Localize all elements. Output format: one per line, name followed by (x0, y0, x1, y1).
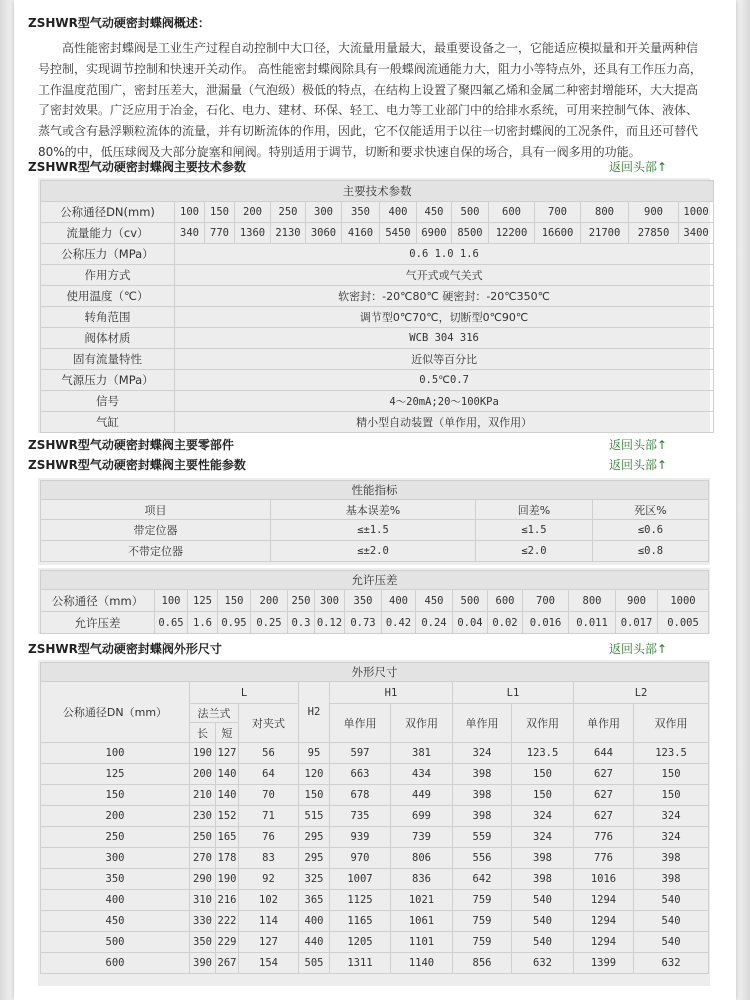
pressure-table-title: 允许压差 (41, 571, 709, 590)
tech-parameter-table (40, 180, 714, 433)
tech-cv-row (41, 223, 714, 244)
col-header-flange: 法兰式 (190, 704, 239, 723)
cell: 324 (512, 827, 574, 848)
back-to-top-link[interactable] (609, 158, 667, 175)
cell: 5450 (380, 223, 417, 244)
cell: 390 (190, 953, 216, 974)
cell: ≤±2.0 (271, 541, 476, 562)
dn-label: 公称通径（mm） (41, 590, 155, 612)
cell: 165 (216, 827, 239, 848)
cell: 0.02 (488, 612, 523, 634)
param-value: 软密封：-20℃80℃ 硬密封：-20℃350℃ (175, 286, 714, 307)
cell: 100 (41, 743, 190, 764)
back-to-top-link[interactable] (609, 436, 667, 453)
cell: 2130 (271, 223, 306, 244)
back-to-top-label: 返回头部 (609, 458, 658, 472)
table-row (41, 869, 709, 890)
col-header-double: 双作用 (634, 704, 709, 743)
cell: 600 (41, 953, 190, 974)
cell: 632 (512, 953, 574, 974)
table-row (41, 391, 714, 412)
cell: 0.005 (658, 612, 709, 634)
cell: 1399 (574, 953, 634, 974)
cell: 1.6 (188, 612, 218, 634)
back-to-top-label: 返回头部 (609, 642, 658, 656)
cell: 540 (512, 911, 574, 932)
cell: 3400 (679, 223, 714, 244)
cell: 325 (299, 869, 330, 890)
table-row (41, 743, 709, 764)
cell: 324 (634, 827, 709, 848)
cell: 71 (239, 806, 299, 827)
cell: 150 (512, 785, 574, 806)
cell: 1101 (391, 932, 453, 953)
cell: 556 (453, 848, 512, 869)
table-row (41, 244, 714, 265)
cell: 449 (391, 785, 453, 806)
cell: 0.3 (288, 612, 315, 634)
cell: 140 (216, 785, 239, 806)
cell: 600 (488, 590, 523, 612)
cell: 759 (453, 890, 512, 911)
cell: 398 (634, 848, 709, 869)
cell: 1311 (330, 953, 391, 974)
cell: 627 (574, 764, 634, 785)
cell: 0.011 (569, 612, 616, 634)
cell: 1061 (391, 911, 453, 932)
back-to-top-link[interactable] (609, 640, 667, 657)
up-arrow-icon: ↑ (657, 458, 668, 472)
pressure-value-row (41, 612, 709, 634)
overview-line: 80%的中，低压球阀及大部分旋塞和闸阀。特别适用于调节，切断和要求快速自保的场合，具有一阀多用的功能。 (38, 144, 641, 159)
cell: 1360 (235, 223, 271, 244)
param-label: 气缸 (41, 412, 175, 433)
cell: 127 (216, 743, 239, 764)
table-row (41, 307, 714, 328)
col-header: 死区% (593, 500, 709, 520)
cell: 150 (299, 785, 330, 806)
col-header-double: 双作用 (391, 704, 453, 743)
overview-line: 号控制，实现调节控制和快速开关动作。 高性能密封蝶阀除具有一般蝶阀流通能力大，阻力小等特点外，还具有工作压力高， (38, 61, 702, 76)
param-value: 0.6 1.0 1.6 (175, 244, 714, 265)
cell: 700 (523, 590, 569, 612)
cell: 267 (216, 953, 239, 974)
cell: 836 (391, 869, 453, 890)
cell: 150 (634, 785, 709, 806)
cell: 340 (175, 223, 205, 244)
dn-label: 公称通径DN（mm） (41, 682, 190, 743)
cell: 1016 (574, 869, 634, 890)
cell: 400 (380, 202, 417, 223)
cell: 16600 (535, 223, 581, 244)
cell: 398 (453, 806, 512, 827)
cell: 114 (239, 911, 299, 932)
cell: 324 (634, 806, 709, 827)
cell: 70 (239, 785, 299, 806)
cell: 6900 (417, 223, 452, 244)
cell: 222 (216, 911, 239, 932)
cell: 632 (634, 953, 709, 974)
cell: 450 (416, 590, 453, 612)
pressure-dn-row (41, 590, 709, 612)
param-value: WCB 304 316 (175, 328, 714, 349)
cell: 1021 (391, 890, 453, 911)
overview-line: 了密封效果。广泛应用于冶金，石化、电力、建材、环保、轻工、电力等工业部门中的给排水系统，可用来控制气体、液体、 (38, 103, 699, 118)
overview-heading: ZSHWR型气动硬密封蝶阀概述： (28, 16, 210, 30)
table-row (41, 953, 709, 974)
overview-line: 高性能密封蝶阀是工业生产过程自动控制中大口径，大流量用量最大，最重要设备之一，它能适应模拟量和开关量两种信 (62, 41, 699, 55)
back-to-top-label: 返回头部 (609, 438, 658, 452)
cell: 100 (155, 590, 188, 612)
overview-line: 蒸气或含有悬浮颗粒流体的流量，并有切断流体的作用，因此，它不仅能适用于以往一切密封蝶阀的工况条件，而且还可替代 (38, 124, 699, 139)
cell: 不带定位器 (41, 541, 271, 562)
table-row (41, 785, 709, 806)
cell: ≤±1.5 (271, 520, 476, 541)
col-header-L: L (190, 682, 299, 704)
cell: 127 (239, 932, 299, 953)
cell: 0.95 (218, 612, 251, 634)
cell: 83 (239, 848, 299, 869)
table-row (41, 848, 709, 869)
cv-label: 流量能力（cv） (41, 223, 175, 244)
cell: 178 (216, 848, 239, 869)
up-arrow-icon: ↑ (657, 642, 668, 656)
section-shape-title: ZSHWR型气动硬密封蝶阀外形尺寸 (28, 642, 222, 656)
cell: 699 (391, 806, 453, 827)
cell: 190 (216, 869, 239, 890)
cell: 300 (306, 202, 342, 223)
cell: 515 (299, 806, 330, 827)
cell: 500 (452, 202, 489, 223)
col-header-H1: H1 (330, 682, 453, 704)
cell: 597 (330, 743, 391, 764)
cell: 559 (453, 827, 512, 848)
cell: 350 (342, 202, 380, 223)
cell: 150 (512, 764, 574, 785)
performance-table (40, 480, 709, 562)
cell: 770 (205, 223, 235, 244)
col-header-H2: H2 (299, 682, 330, 743)
cell: 398 (512, 848, 574, 869)
back-to-top-link[interactable] (609, 456, 667, 473)
cell: 365 (299, 890, 330, 911)
cell: 500 (41, 932, 190, 953)
cell: 776 (574, 848, 634, 869)
table-row (41, 349, 714, 370)
dim-table-title: 外形尺寸 (41, 663, 709, 682)
back-to-top-label: 返回头部 (609, 160, 658, 174)
cell: 200 (235, 202, 271, 223)
cell: 434 (391, 764, 453, 785)
cell: 230 (190, 806, 216, 827)
cell: 3060 (306, 223, 342, 244)
cell: 540 (634, 911, 709, 932)
param-value: 4～20mA;20～100KPa (175, 391, 714, 412)
cell: 1205 (330, 932, 391, 953)
cell: 398 (453, 785, 512, 806)
cell: 0.42 (382, 612, 416, 634)
cell: 540 (512, 932, 574, 953)
cell: 0.65 (155, 612, 188, 634)
cell: 540 (634, 932, 709, 953)
cell: 64 (239, 764, 299, 785)
cell: 250 (271, 202, 306, 223)
cell: 540 (634, 890, 709, 911)
cell: 100 (175, 202, 205, 223)
up-arrow-icon: ↑ (657, 438, 668, 452)
cell: 970 (330, 848, 391, 869)
cell: 229 (216, 932, 239, 953)
cell: 125 (41, 764, 190, 785)
cell: 102 (239, 890, 299, 911)
cell: 324 (453, 743, 512, 764)
cell: 270 (190, 848, 216, 869)
table-row (41, 827, 709, 848)
col-header-single: 单作用 (453, 704, 512, 743)
cell: 4160 (342, 223, 380, 244)
cell: 739 (391, 827, 453, 848)
col-header-single: 单作用 (574, 704, 634, 743)
cell: 0.017 (616, 612, 658, 634)
cell: ≤0.6 (593, 520, 709, 541)
col-header-wafer: 对夹式 (239, 704, 299, 743)
cell: 1294 (574, 911, 634, 932)
param-label: 使用温度（℃） (41, 286, 175, 307)
cell: 250 (41, 827, 190, 848)
cell: 8500 (452, 223, 489, 244)
param-label: 转角范围 (41, 307, 175, 328)
cell: 150 (205, 202, 235, 223)
cell: 398 (634, 869, 709, 890)
cell: 154 (239, 953, 299, 974)
cell: 1000 (679, 202, 714, 223)
cell: 310 (190, 890, 216, 911)
cell: 带定位器 (41, 520, 271, 541)
cell: 678 (330, 785, 391, 806)
table-row (41, 806, 709, 827)
cell: 95 (299, 743, 330, 764)
cell: 125 (188, 590, 218, 612)
cell: 900 (629, 202, 679, 223)
col-header-single: 单作用 (330, 704, 391, 743)
cell: 150 (41, 785, 190, 806)
cell: 0.04 (453, 612, 488, 634)
cell: 150 (218, 590, 251, 612)
cell: 400 (41, 890, 190, 911)
cell: 1125 (330, 890, 391, 911)
cell: 350 (190, 932, 216, 953)
cell: 152 (216, 806, 239, 827)
cell: 92 (239, 869, 299, 890)
cell: 216 (216, 890, 239, 911)
param-value: 近似等百分比 (175, 349, 714, 370)
cell: 21700 (581, 223, 629, 244)
cell: 210 (190, 785, 216, 806)
cell: 0.25 (251, 612, 288, 634)
overview-paragraph (38, 38, 702, 163)
cell: 330 (190, 911, 216, 932)
cell: 644 (574, 743, 634, 764)
col-header-L2: L2 (574, 682, 709, 704)
cell: 856 (453, 953, 512, 974)
cell: 939 (330, 827, 391, 848)
cell: 627 (574, 806, 634, 827)
cell: 450 (417, 202, 452, 223)
param-label: 作用方式 (41, 265, 175, 286)
cell: 735 (330, 806, 391, 827)
cell: 759 (453, 932, 512, 953)
dn-label: 公称通径DN(mm) (41, 202, 175, 223)
cell: 900 (616, 590, 658, 612)
table-row (41, 265, 714, 286)
table-row (41, 328, 714, 349)
cell: 800 (569, 590, 616, 612)
cell: 400 (382, 590, 416, 612)
cell: 1165 (330, 911, 391, 932)
table-row (41, 541, 709, 562)
cell: 123.5 (512, 743, 574, 764)
cell: 200 (41, 806, 190, 827)
cell: 76 (239, 827, 299, 848)
cell: 663 (330, 764, 391, 785)
param-value: 调节型0℃70℃，切断型0℃90℃ (175, 307, 714, 328)
cell: 398 (453, 764, 512, 785)
cell: 350 (41, 869, 190, 890)
overview-line: 工作温度范围广，密封压差大，泄漏量（气泡级）极低的特点，在结构上设置了聚四氟乙烯和金属二种密封增能环，大大提高 (38, 82, 699, 97)
cell: 250 (190, 827, 216, 848)
cell: 300 (315, 590, 345, 612)
cell: 505 (299, 953, 330, 974)
col-header-L1: L1 (453, 682, 574, 704)
cell: 600 (489, 202, 535, 223)
cell: ≤2.0 (476, 541, 593, 562)
cell: 120 (299, 764, 330, 785)
cell: 150 (634, 764, 709, 785)
col-header: 项目 (41, 500, 271, 520)
table-row (41, 520, 709, 541)
cell: 300 (41, 848, 190, 869)
cell: 800 (581, 202, 629, 223)
cell: 450 (41, 911, 190, 932)
cell: 250 (288, 590, 315, 612)
cell: 1007 (330, 869, 391, 890)
cell: 350 (345, 590, 382, 612)
param-label: 信号 (41, 391, 175, 412)
section-perf-title: ZSHWR型气动硬密封蝶阀主要性能参数 (28, 458, 246, 472)
cell: 1000 (658, 590, 709, 612)
dim-header-row (41, 682, 709, 704)
cell: 324 (512, 806, 574, 827)
cell: 200 (190, 764, 216, 785)
cell: ≤1.5 (476, 520, 593, 541)
cell: 290 (190, 869, 216, 890)
section-tech-title: ZSHWR型气动硬密封蝶阀主要技术参数 (28, 160, 246, 174)
cell: 398 (512, 869, 574, 890)
table-row (41, 890, 709, 911)
table-row (41, 764, 709, 785)
cell: 540 (512, 890, 574, 911)
cell: 1140 (391, 953, 453, 974)
param-value: 精小型自动装置（单作用，双作用） (175, 412, 714, 433)
cell: 381 (391, 743, 453, 764)
up-arrow-icon: ↑ (657, 160, 668, 174)
cell: 56 (239, 743, 299, 764)
col-header-short: 短 (216, 723, 239, 743)
tech-dn-row (41, 202, 714, 223)
pressure-table (40, 570, 709, 634)
cell: 500 (453, 590, 488, 612)
param-label: 气源压力（MPa） (41, 370, 175, 391)
perf-header-row (41, 500, 709, 520)
cell: 200 (251, 590, 288, 612)
cell: 759 (453, 911, 512, 932)
col-header: 基本误差% (271, 500, 476, 520)
perf-table-title: 性能指标 (41, 481, 709, 500)
cell: 776 (574, 827, 634, 848)
table-row (41, 911, 709, 932)
col-header-double: 双作用 (512, 704, 574, 743)
table-row (41, 370, 714, 391)
cell: 400 (299, 911, 330, 932)
cell: 0.016 (523, 612, 569, 634)
cell: 140 (216, 764, 239, 785)
param-label: 阀体材质 (41, 328, 175, 349)
cell: 700 (535, 202, 581, 223)
cell: 642 (453, 869, 512, 890)
param-value: 气开式或气关式 (175, 265, 714, 286)
cell: 1294 (574, 932, 634, 953)
col-header: 回差% (476, 500, 593, 520)
param-label: 固有流量特性 (41, 349, 175, 370)
cell: 0.24 (416, 612, 453, 634)
cell: 190 (190, 743, 216, 764)
cell: 295 (299, 848, 330, 869)
cell: 12200 (489, 223, 535, 244)
table-row (41, 932, 709, 953)
cell: 627 (574, 785, 634, 806)
col-header-long: 长 (190, 723, 216, 743)
cell: 0.12 (315, 612, 345, 634)
cell: 27850 (629, 223, 679, 244)
dp-label: 允许压差 (41, 612, 155, 634)
table-row (41, 412, 714, 433)
section-parts-title: ZSHWR型气动硬密封蝶阀主要零部件 (28, 438, 234, 452)
cell: 440 (299, 932, 330, 953)
param-value: 0.5℃0.7 (175, 370, 714, 391)
cell: 1294 (574, 890, 634, 911)
cell: 806 (391, 848, 453, 869)
param-label: 公称压力（MPa） (41, 244, 175, 265)
table-row (41, 286, 714, 307)
tech-table-title: 主要技术参数 (41, 181, 714, 202)
cell: ≤0.8 (593, 541, 709, 562)
dimension-table (40, 662, 709, 974)
cell: 0.73 (345, 612, 382, 634)
cell: 123.5 (634, 743, 709, 764)
cell: 295 (299, 827, 330, 848)
